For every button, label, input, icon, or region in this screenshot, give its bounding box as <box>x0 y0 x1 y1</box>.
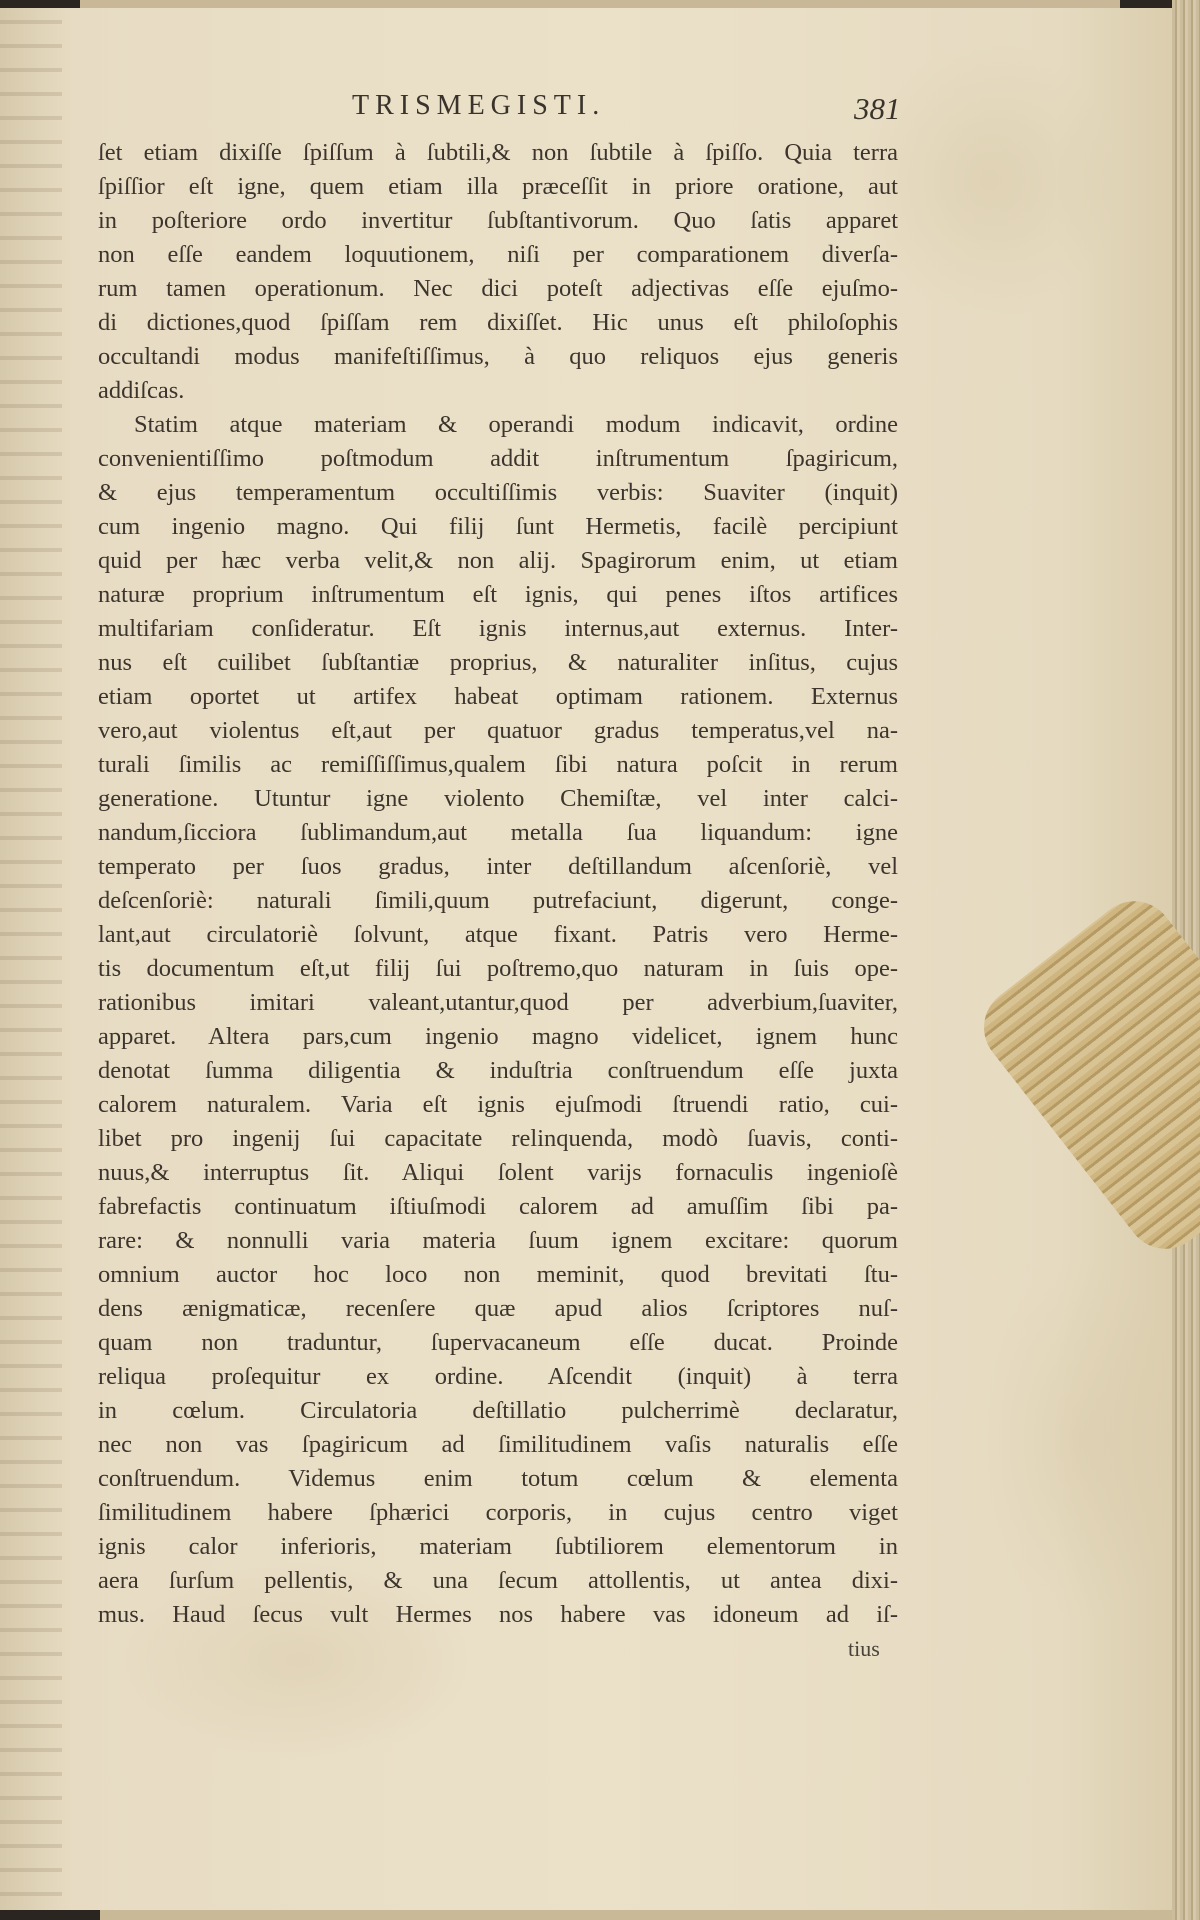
text-line: di dictiones,quod ſpiſſam rem dixiſſet. Hic unus eſt philoſophis <box>98 309 898 336</box>
text-line: rum tamen operationum. Nec dici poteſt adjectivas eſſe ejuſmo- <box>98 275 898 302</box>
text-line: nuus,& interruptus ſit. Aliqui ſolent varijs fornaculis ingenioſè <box>98 1159 898 1186</box>
wooden-page-weight <box>968 885 1200 1265</box>
text-line: reliqua proſequitur ex ordine. Aſcendit (inquit) à terra <box>98 1363 898 1390</box>
text-line: occultandi modus manifeſtiſſimus, à quo reliquos ejus generis <box>98 343 898 370</box>
text-line: ſpiſſior eſt igne, quem etiam illa præceſſit in priore oratione, aut <box>98 173 898 200</box>
text-line: apparet. Altera pars,cum ingenio magno videlicet, ignem hunc <box>98 1023 898 1050</box>
text-line: ignis calor inferioris, materiam ſubtiliorem elementorum in <box>98 1533 898 1560</box>
text-line: cum ingenio magno. Qui filij ſunt Hermetis, facilè percipiunt <box>98 513 898 540</box>
text-line: fabrefactis continuatum iſtiuſmodi calorem ad amuſſim ſibi pa- <box>98 1193 898 1220</box>
text-line: calorem naturalem. Varia eſt ignis ejuſmodi ſtruendi ratio, cui- <box>98 1091 898 1118</box>
top-edge <box>0 0 1200 8</box>
text-line: deſcenſoriè: naturali ſimili,quum putrefaciunt, digerunt, conge- <box>98 887 898 914</box>
text-line: tis documentum eſt,ut filij ſui poſtremo,quo naturam in ſuis ope- <box>98 955 898 982</box>
running-title: TRISMEGISTI. <box>352 90 606 121</box>
text-line: aera ſurſum pellentis, & una ſecum attollentis, ut antea dixi- <box>98 1567 898 1594</box>
text-line: mus. Haud ſecus vult Hermes nos habere vas idoneum ad iſ- <box>98 1601 898 1628</box>
text-line: omnium auctor hoc loco non meminit, quod brevitati ſtu- <box>98 1261 898 1288</box>
text-line: multifariam conſideratur. Eſt ignis internus,aut externus. Inter- <box>98 615 898 642</box>
body-text <box>98 136 898 1632</box>
text-line: lant,aut circulatoriè ſolvunt, atque fixant. Patris vero Herme- <box>98 921 898 948</box>
text-line: Statim atque materiam & operandi modum indicavit, ordine <box>134 411 898 438</box>
catchword: tius <box>848 1636 880 1661</box>
text-line: ſet etiam dixiſſe ſpiſſum à ſubtili,& non ſubtile à ſpiſſo. Quia terra <box>98 139 898 166</box>
text-line: denotat ſumma diligentia & induſtria conſtruendum eſſe juxta <box>98 1057 898 1084</box>
text-line: conſtruendum. Videmus enim totum cœlum & elementa <box>98 1465 898 1492</box>
paper-stain <box>980 1260 1180 1620</box>
text-line: vero,aut violentus eſt,aut per quatuor gradus temperatus,vel na- <box>98 717 898 744</box>
text-line: & ejus temperamentum occultiſſimis verbis: Suaviter (inquit) <box>98 479 898 506</box>
text-line: ſimilitudinem habere ſphærici corporis, in cujus centro viget <box>98 1499 898 1526</box>
text-line: turali ſimilis ac remiſſiſſimus,qualem ſibi natura poſcit in rerum <box>98 751 898 778</box>
text-line: nec non vas ſpagiricum ad ſimilitudinem vaſis naturalis eſſe <box>98 1431 898 1458</box>
text-line: quam non traduntur, ſupervacaneum eſſe ducat. Proinde <box>98 1329 898 1356</box>
text-line: in cœlum. Circulatoria deſtillatio pulcherrimè declaratur, <box>98 1397 898 1424</box>
text-line: in poſteriore ordo invertitur ſubſtantivorum. Quo ſatis apparet <box>98 207 898 234</box>
text-line: naturæ proprium inſtrumentum eſt ignis, qui penes iſtos artifices <box>98 581 898 608</box>
paper-stain <box>860 40 1120 320</box>
text-line: temperato per ſuos gradus, inter deſtillandum aſcenſoriè, vel <box>98 853 898 880</box>
text-line: nandum,ſicciora ſublimandum,aut metalla ſua liquandum: igne <box>98 819 898 846</box>
bottom-edge <box>0 1910 1200 1920</box>
text-line: etiam oportet ut artifex habeat optimam rationem. Externus <box>98 683 898 710</box>
text-line: dens ænigmaticæ, recenſere quæ apud alios ſcriptores nuſ- <box>98 1295 898 1322</box>
text-line: nus eſt cuilibet ſubſtantiæ proprius, & naturaliter inſitus, cujus <box>98 649 898 676</box>
text-line: rare: & nonnulli varia materia ſuum ignem excitare: quorum <box>98 1227 898 1254</box>
binding-gutter <box>0 0 62 1920</box>
page-number: 381 <box>854 91 901 126</box>
text-line: addiſcas. <box>98 377 185 404</box>
text-line: rationibus imitari valeant,utantur,quod per adverbium,ſuaviter, <box>98 989 898 1016</box>
text-line: libet pro ingenij ſui capacitate relinquenda, modò ſuavis, conti- <box>98 1125 898 1152</box>
text-line: non eſſe eandem loquutionem, niſi per comparationem diverſa- <box>98 241 898 268</box>
text-line: quid per hæc verba velit,& non alij. Spagirorum enim, ut etiam <box>98 547 898 574</box>
text-line: generatione. Utuntur igne violento Chemiſtæ, vel inter calci- <box>98 785 898 812</box>
text-line: convenientiſſimo poſtmodum addit inſtrumentum ſpagiricum, <box>98 445 898 472</box>
